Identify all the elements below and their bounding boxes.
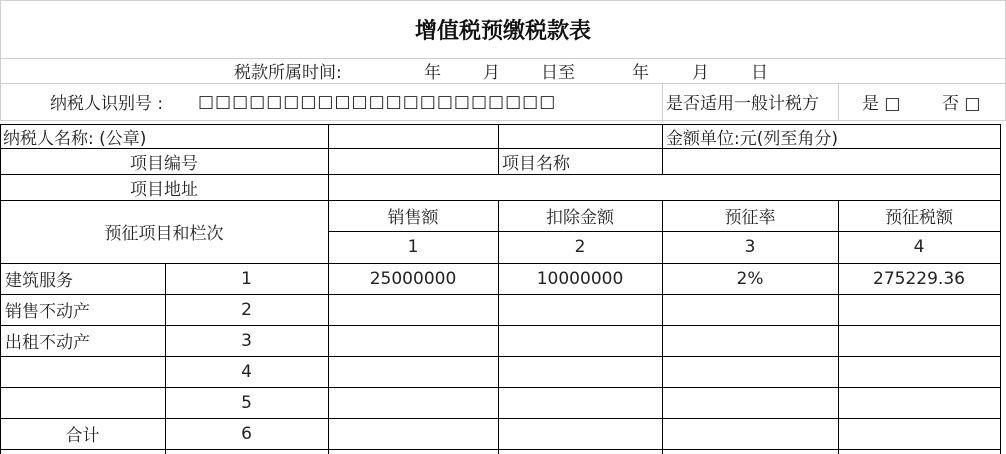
row-tax-cell[interactable] (838, 387, 1000, 418)
row-sales-cell[interactable] (328, 356, 498, 387)
row-number: 5 (241, 392, 252, 413)
col-number-3: 3 (744, 237, 756, 257)
project-number-label: 项目编号 (130, 153, 198, 174)
tax-period-day-to: 日 (751, 63, 768, 83)
general-method-no-checkbox[interactable]: 否 □ (942, 94, 981, 114)
item-header: 预征项目和栏次 (104, 224, 224, 244)
general-method-options (838, 83, 1006, 120)
col-number-1: 1 (407, 237, 419, 257)
tax-period-day-from: 日至 (541, 63, 575, 83)
taxpayer-name-field[interactable] (328, 124, 498, 148)
row-rate-cell[interactable] (662, 387, 838, 418)
col-number-2: 2 (574, 237, 586, 257)
taxpayer-name-field-2[interactable] (498, 124, 662, 148)
tax-period-month-from: 月 (483, 63, 500, 83)
taxpayer-name-label: 纳税人名称: (公章) (3, 128, 147, 148)
col-header-tax: 预征税额 (885, 208, 953, 228)
row-number: 1 (241, 268, 252, 289)
tax-period-label: 税款所属时间: (234, 63, 342, 83)
general-method-label: 是否适用一般计税方 (666, 94, 819, 114)
row-tax-cell[interactable] (838, 294, 1000, 325)
row-item-name (0, 356, 165, 387)
amount-unit-label: 金额单位:元(列至角分) (666, 128, 838, 148)
col-header-sales: 销售额 (387, 208, 439, 228)
general-method-yes-checkbox[interactable]: 是 □ (862, 94, 901, 114)
row-tax-cell[interactable] (838, 418, 1000, 449)
taxpayer-id-row (0, 83, 662, 120)
row-deduction-cell[interactable] (498, 325, 662, 356)
project-name-field[interactable] (662, 148, 1000, 174)
row-item-name-total: 合计 (65, 426, 100, 446)
taxpayer-id-boxes[interactable]: □□□□□□□□□□□□□□□□□□□□□ (198, 91, 557, 112)
row-rate-cell[interactable]: 2% (736, 268, 764, 289)
row-deduction-cell[interactable]: 10000000 (536, 268, 624, 289)
project-address-field[interactable] (328, 174, 1000, 200)
row-sales-cell[interactable] (328, 294, 498, 325)
row-rate-cell[interactable] (662, 418, 838, 449)
tax-period-row (0, 58, 1006, 83)
row-item-name (0, 387, 165, 418)
tax-period-year-to: 年 (632, 63, 649, 83)
row-sales-cell[interactable] (328, 325, 498, 356)
row-sales-cell[interactable]: 25000000 (369, 268, 457, 289)
row-deduction-cell[interactable] (498, 418, 662, 449)
row-sales-cell[interactable] (328, 387, 498, 418)
row-tax-cell[interactable] (838, 356, 1000, 387)
tax-period-year-from: 年 (424, 63, 441, 83)
row-item-name: 建筑服务 (5, 271, 73, 291)
row-deduction-cell[interactable] (498, 356, 662, 387)
project-number-field[interactable] (328, 148, 498, 174)
form-title: 增值税预缴税款表 (414, 17, 591, 44)
row-tax-cell[interactable] (838, 325, 1000, 356)
tax-period-month-to: 月 (692, 63, 709, 83)
col-header-rate: 预征率 (724, 208, 776, 228)
row-deduction-cell[interactable] (498, 387, 662, 418)
col-header-deduction: 扣除金额 (546, 208, 614, 228)
row-item-name: 出租不动产 (5, 333, 90, 353)
row-item-name: 销售不动产 (5, 302, 90, 322)
row-deduction-cell[interactable] (498, 294, 662, 325)
row-number: 4 (241, 361, 252, 382)
col-number-4: 4 (913, 237, 925, 257)
row-number: 3 (241, 330, 252, 351)
row-tax-cell[interactable]: 275229.36 (873, 268, 965, 289)
project-address-label: 项目地址 (130, 179, 198, 200)
taxpayer-id-label: 纳税人识别号 : (50, 94, 164, 114)
row-rate-cell[interactable] (662, 325, 838, 356)
row-number: 6 (241, 423, 252, 444)
row-number: 2 (241, 299, 252, 320)
row-rate-cell[interactable] (662, 294, 838, 325)
row-sales-cell[interactable] (328, 418, 498, 449)
project-name-label: 项目名称 (502, 153, 570, 174)
row-rate-cell[interactable] (662, 356, 838, 387)
